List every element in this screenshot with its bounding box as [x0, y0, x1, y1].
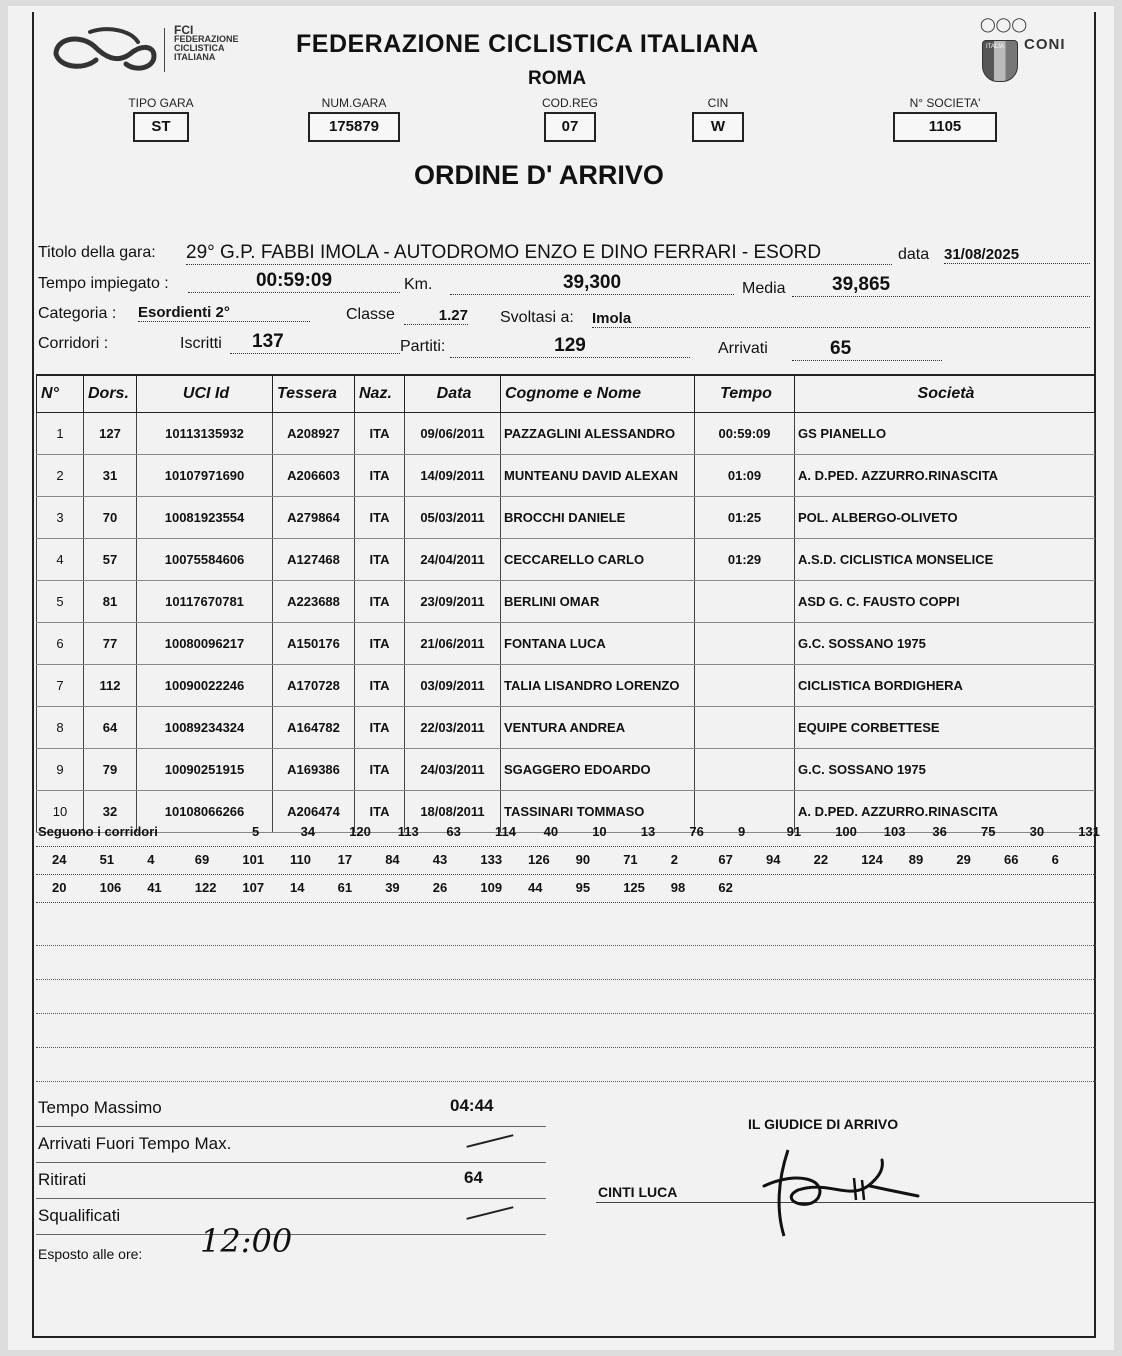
- seguono-number: 10: [592, 824, 607, 839]
- cell-time: [695, 581, 795, 623]
- fci-line1: FEDERAZIONE: [174, 34, 239, 44]
- seguono-number: 75: [981, 824, 996, 839]
- seguono-number: 113: [397, 824, 419, 839]
- seguono-row-2: [36, 848, 1096, 875]
- race-location: Imola: [592, 310, 1090, 328]
- cell-uci-id: 10117670781: [137, 581, 273, 623]
- seguono-number: 39: [385, 880, 400, 895]
- field-value: 175879: [308, 112, 400, 142]
- cell-team: A.S.D. CICLISTICA MONSELICE: [795, 539, 1095, 581]
- cell-tessera: A170728: [273, 665, 355, 707]
- fci-line2: CICLISTICA: [174, 43, 225, 53]
- seguono-number: 2: [670, 852, 679, 867]
- cell-team: EQUIPE CORBETTESE: [795, 707, 1095, 749]
- tempo-massimo-row: [36, 1090, 546, 1127]
- cell-dorsal: 81: [84, 581, 137, 623]
- cell-rider-name: SGAGGERO EDOARDO: [501, 749, 695, 791]
- fci-line3: ITALIANA: [174, 52, 216, 62]
- document-title: ORDINE D' ARRIVO: [414, 160, 664, 190]
- cell-pos: 7: [37, 665, 84, 707]
- seguono-number: 20: [52, 880, 67, 895]
- media-label: Media: [742, 280, 786, 297]
- cell-time: 00:59:09: [695, 413, 795, 455]
- table-row: [37, 413, 1095, 455]
- fci-logo-text: [174, 23, 239, 62]
- seguono-number: 76: [689, 824, 704, 839]
- coni-logo: [978, 14, 1078, 84]
- cell-uci-id: 10090022246: [137, 665, 273, 707]
- seguono-label: Seguono i corridori: [38, 824, 158, 839]
- cell-dorsal: 64: [84, 707, 137, 749]
- col-header: Tessera: [273, 375, 355, 413]
- cell-team: G.C. SOSSANO 1975: [795, 749, 1095, 791]
- seguono-number: 114: [495, 824, 516, 839]
- esposto-label: Esposto alle ore:: [38, 1246, 143, 1262]
- dash-mark: [466, 1206, 513, 1220]
- race-title: 29° G.P. FABBI IMOLA - AUTODROMO ENZO E DINO FERRARI - ESORD: [186, 242, 892, 265]
- seguono-number: 126: [528, 852, 550, 867]
- cell-rider-name: VENTURA ANDREA: [501, 707, 695, 749]
- squalificati-label: Squalificati: [38, 1206, 121, 1225]
- esposto-time: 12:00: [200, 1222, 293, 1260]
- ritirati-row: [36, 1162, 546, 1199]
- cell-time: [695, 623, 795, 665]
- seguono-number: 124: [861, 852, 883, 867]
- col-header: Cognome e Nome: [501, 375, 695, 413]
- seguono-number: 13: [640, 824, 656, 839]
- blank-lines: [36, 912, 1096, 1082]
- field-value: 1105: [893, 112, 997, 142]
- seguono-row-1: [36, 820, 1100, 847]
- cell-nationality: ITA: [355, 623, 405, 665]
- race-arrivati: 65: [792, 338, 942, 361]
- seguono-number: 125: [623, 880, 645, 895]
- cell-nationality: ITA: [355, 581, 405, 623]
- cell-tessera: A279864: [273, 497, 355, 539]
- cell-time: [695, 749, 795, 791]
- fuori-tempo-row: [36, 1126, 546, 1163]
- cell-tessera: A206603: [273, 455, 355, 497]
- seguono-number: 41: [147, 880, 162, 895]
- results-table: [36, 374, 1095, 833]
- race-category: Esordienti 2°: [138, 304, 310, 322]
- partiti-label: Partiti:: [400, 338, 446, 355]
- giudice-name: CINTI LUCA: [598, 1184, 678, 1200]
- seguono-number: 110: [290, 852, 311, 867]
- cell-uci-id: 10108066266: [137, 791, 273, 833]
- field-label: CIN: [707, 96, 729, 110]
- corridori-label: Corridori :: [38, 335, 109, 352]
- seguono-number: 14: [290, 880, 305, 895]
- cell-uci-id: 10113135932: [137, 413, 273, 455]
- cell-nationality: ITA: [355, 665, 405, 707]
- seguono-number: 5: [252, 824, 260, 839]
- seguono-number: 67: [718, 852, 733, 867]
- iscritti-label: Iscritti: [180, 335, 222, 352]
- table-row: [37, 665, 1095, 707]
- cell-team: A. D.PED. AZZURRO.RINASCITA: [795, 791, 1095, 833]
- cell-rider-name: PAZZAGLINI ALESSANDRO: [501, 413, 695, 455]
- field-label: N° SOCIETA': [909, 96, 981, 110]
- field-value: ST: [133, 112, 189, 142]
- cell-pos: 8: [37, 707, 84, 749]
- cell-time: [695, 665, 795, 707]
- categoria-label: Categoria :: [38, 305, 117, 322]
- seguono-row-3: [36, 876, 1096, 903]
- seguono-number: 17: [337, 852, 353, 867]
- cell-nationality: ITA: [355, 497, 405, 539]
- fci-logo: [50, 24, 260, 80]
- table-header-row: [37, 375, 1095, 413]
- seguono-number: 29: [956, 852, 971, 867]
- dash-mark: [466, 1134, 513, 1148]
- cell-team: POL. ALBERGO-OLIVETO: [795, 497, 1095, 539]
- seguono-number: 63: [446, 824, 461, 839]
- arrivati-label: Arrivati: [718, 340, 768, 357]
- cell-rider-name: TALIA LISANDRO LORENZO: [501, 665, 695, 707]
- km-label: Km.: [404, 276, 433, 293]
- cell-pos: 3: [37, 497, 84, 539]
- cell-pos: 2: [37, 455, 84, 497]
- cell-rider-name: TASSINARI TOMMASO: [501, 791, 695, 833]
- cell-rider-name: FONTANA LUCA: [501, 623, 695, 665]
- cell-nationality: ITA: [355, 455, 405, 497]
- seguono-number: 84: [385, 852, 400, 867]
- seguono-number: 66: [1004, 852, 1019, 867]
- cell-birth-date: 24/03/2011: [405, 749, 501, 791]
- ritirati-label: Ritirati: [38, 1170, 87, 1189]
- cell-tessera: A208927: [273, 413, 355, 455]
- col-header: Tempo: [695, 375, 795, 413]
- fci-bicycle-icon: [50, 24, 160, 74]
- table-row: [37, 455, 1095, 497]
- cell-pos: 6: [37, 623, 84, 665]
- seguono-number: 6: [1051, 852, 1059, 867]
- cell-birth-date: 14/09/2011: [405, 455, 501, 497]
- seguono-number: 100: [835, 824, 857, 839]
- race-time: 00:59:09: [188, 270, 400, 293]
- city-label: ROMA: [528, 68, 587, 89]
- cell-birth-date: 09/06/2011: [405, 413, 501, 455]
- results-body: [37, 413, 1095, 833]
- cell-time: 01:29: [695, 539, 795, 581]
- cell-rider-name: CECCARELLO CARLO: [501, 539, 695, 581]
- cell-dorsal: 77: [84, 623, 137, 665]
- seguono-number: 90: [575, 852, 591, 867]
- seguono-number: 43: [432, 852, 448, 867]
- table-row: [37, 497, 1095, 539]
- table-row: [37, 623, 1095, 665]
- cell-uci-id: 10090251915: [137, 749, 273, 791]
- cell-birth-date: 18/08/2011: [405, 791, 501, 833]
- field-num-gara: [300, 96, 408, 142]
- tempo-label: Tempo impiegato :: [38, 275, 169, 292]
- cell-rider-name: BERLINI OMAR: [501, 581, 695, 623]
- svoltasi-label: Svoltasi a:: [500, 309, 574, 326]
- seguono-number: 24: [52, 852, 67, 867]
- field-cin: [688, 96, 748, 142]
- race-iscritti: 137: [230, 331, 400, 354]
- logo-divider: [164, 28, 165, 72]
- cell-dorsal: 112: [84, 665, 137, 707]
- seguono-number: 22: [813, 852, 829, 867]
- field-cod-reg: [530, 96, 610, 142]
- cell-dorsal: 127: [84, 413, 137, 455]
- seguono-number: 91: [786, 824, 802, 839]
- seguono-number: 44: [528, 880, 543, 895]
- cell-tessera: A164782: [273, 707, 355, 749]
- cell-tessera: A150176: [273, 623, 355, 665]
- cell-time: 01:09: [695, 455, 795, 497]
- cell-nationality: ITA: [355, 539, 405, 581]
- cell-dorsal: 32: [84, 791, 137, 833]
- table-row: [37, 581, 1095, 623]
- seguono-number: 69: [194, 852, 210, 867]
- seguono-number: 30: [1029, 824, 1045, 839]
- cell-dorsal: 79: [84, 749, 137, 791]
- seguono-number: 9: [738, 824, 746, 839]
- cell-pos: 1: [37, 413, 84, 455]
- cell-rider-name: MUNTEANU DAVID ALEXAN: [501, 455, 695, 497]
- cell-tessera: A169386: [273, 749, 355, 791]
- classe-label: Classe: [346, 306, 395, 323]
- seguono-number: 109: [480, 880, 503, 895]
- seguono-number: 95: [575, 880, 591, 895]
- cell-time: [695, 707, 795, 749]
- cell-team: CICLISTICA BORDIGHERA: [795, 665, 1095, 707]
- seguono-number: 133: [480, 852, 503, 867]
- cell-birth-date: 22/03/2011: [405, 707, 501, 749]
- cell-dorsal: 31: [84, 455, 137, 497]
- seguono-number: 120: [349, 824, 371, 839]
- col-header: UCI Id: [137, 375, 273, 413]
- seguono-number: 71: [623, 852, 638, 867]
- tempo-massimo-label: Tempo Massimo: [38, 1098, 162, 1117]
- seguono-number: 26: [432, 880, 448, 895]
- cell-dorsal: 57: [84, 539, 137, 581]
- signature: [758, 1140, 928, 1240]
- race-partiti: 129: [450, 335, 690, 358]
- cell-pos: 5: [37, 581, 84, 623]
- ritirati-value: 64: [464, 1168, 483, 1187]
- cell-uci-id: 10080096217: [137, 623, 273, 665]
- fuori-tempo-label: Arrivati Fuori Tempo Max.: [38, 1134, 232, 1153]
- field-label: COD.REG: [541, 96, 598, 110]
- field-tipo-gara: [118, 96, 204, 142]
- cell-tessera: A206474: [273, 791, 355, 833]
- cell-uci-id: 10081923554: [137, 497, 273, 539]
- seguono-number: 34: [300, 824, 316, 839]
- cell-rider-name: BROCCHI DANIELE: [501, 497, 695, 539]
- titolo-label: Titolo della gara:: [38, 244, 156, 261]
- seguono-number: 103: [883, 824, 906, 839]
- field-value: 07: [544, 112, 596, 142]
- col-header: Data: [405, 375, 501, 413]
- race-km: 39,300: [450, 272, 734, 295]
- data-label: data: [898, 246, 930, 263]
- coni-italia-text: ITALIA: [986, 44, 1004, 50]
- field-label: NUM.GARA: [321, 96, 387, 110]
- fci-abbr: FCI: [174, 23, 194, 37]
- seguono-number: 98: [670, 880, 686, 895]
- seguono-number: 107: [242, 880, 265, 895]
- giudice-label: IL GIUDICE DI ARRIVO: [748, 1116, 899, 1132]
- table-row: [37, 707, 1095, 749]
- cell-uci-id: 10089234324: [137, 707, 273, 749]
- table-row: [37, 749, 1095, 791]
- federation-title: FEDERAZIONE CICLISTICA ITALIANA: [296, 30, 759, 58]
- cell-nationality: ITA: [355, 707, 405, 749]
- seguono-number: 36: [932, 824, 947, 839]
- tempo-massimo-value: 04:44: [450, 1096, 494, 1115]
- cell-pos: 9: [37, 749, 84, 791]
- seguono-number: 101: [242, 852, 265, 867]
- race-media: 39,865: [792, 274, 1090, 297]
- seguono-number: 4: [147, 852, 155, 867]
- cell-uci-id: 10075584606: [137, 539, 273, 581]
- cell-pos: 10: [37, 791, 84, 833]
- cell-dorsal: 70: [84, 497, 137, 539]
- cell-team: A. D.PED. AZZURRO.RINASCITA: [795, 455, 1095, 497]
- cell-time: 01:25: [695, 497, 795, 539]
- cell-pos: 4: [37, 539, 84, 581]
- field-label: TIPO GARA: [128, 96, 194, 110]
- table-row: [37, 539, 1095, 581]
- col-header: Dors.: [84, 375, 137, 413]
- cell-team: G.C. SOSSANO 1975: [795, 623, 1095, 665]
- cell-birth-date: 24/04/2011: [405, 539, 501, 581]
- seguono-number: 40: [543, 824, 559, 839]
- cell-nationality: ITA: [355, 791, 405, 833]
- cell-nationality: ITA: [355, 413, 405, 455]
- col-header: Naz.: [355, 375, 405, 413]
- cell-uci-id: 10107971690: [137, 455, 273, 497]
- cell-birth-date: 03/09/2011: [405, 665, 501, 707]
- seguono-number: 61: [337, 880, 353, 895]
- cell-team: GS PIANELLO: [795, 413, 1095, 455]
- seguono-number: 131: [1078, 824, 1100, 839]
- seguono-number: 94: [766, 852, 781, 867]
- cell-team: ASD G. C. FAUSTO COPPI: [795, 581, 1095, 623]
- olympic-rings-icon: ◯◯◯: [980, 16, 1028, 32]
- field-value: W: [692, 112, 744, 142]
- race-date: 31/08/2025: [944, 246, 1090, 264]
- seguono-number: 106: [99, 880, 122, 895]
- cell-nationality: ITA: [355, 749, 405, 791]
- seguono-number: 122: [194, 880, 217, 895]
- col-header: Società: [795, 375, 1095, 413]
- cell-tessera: A127468: [273, 539, 355, 581]
- cell-tessera: A223688: [273, 581, 355, 623]
- col-header: N°: [37, 375, 84, 413]
- seguono-number: 51: [99, 852, 115, 867]
- cell-birth-date: 05/03/2011: [405, 497, 501, 539]
- field-n-societa: [888, 96, 1002, 142]
- race-class: 1.27: [404, 307, 468, 325]
- seguono-number: 62: [718, 880, 733, 895]
- cell-birth-date: 23/09/2011: [405, 581, 501, 623]
- coni-text: CONI: [1024, 36, 1066, 53]
- cell-birth-date: 21/06/2011: [405, 623, 501, 665]
- seguono-number: 89: [908, 852, 924, 867]
